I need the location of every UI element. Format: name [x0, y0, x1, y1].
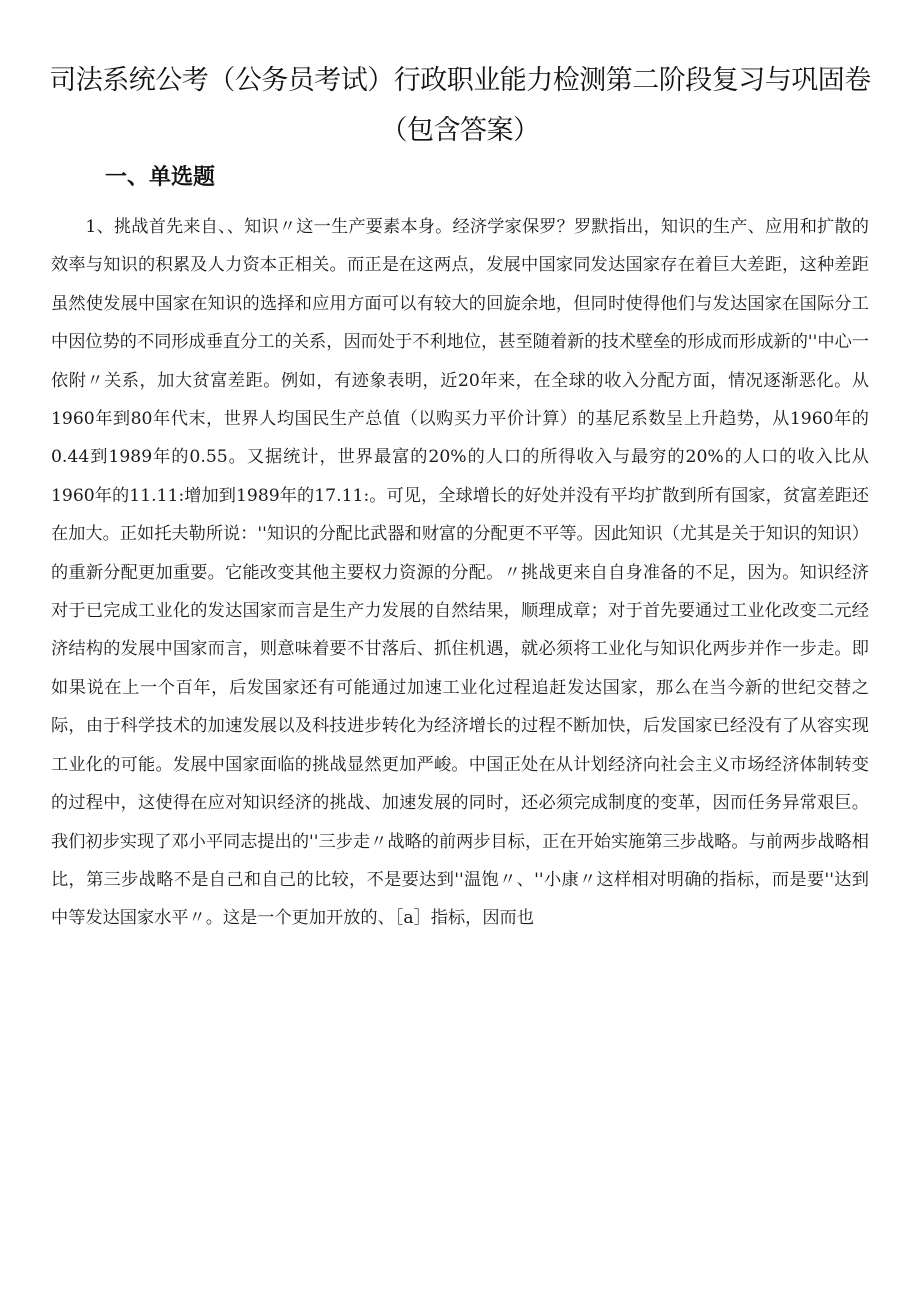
section-heading: 一、单选题 [105, 165, 216, 190]
question-1-text: 1、挑战首先来自、、知识〃这一生产要素本身。经济学家保罗？罗默指出，知识的生产、应用和扩散的效率与知识的积累及人力资本正相关。而正是在这两点，发展中国家同发达国家存在着巨大差距，这种差距虽然使发展中国家在知识的选择和应用方面可以有较大的回旋余地，但同时使得他们与发达国家在国际分工中因位势的不同形成垂直分工的关系，因而处于不利地位，甚至随着新的技术壁垒的形成而形成新的''中心一依附〃关系，加大贫富差距。例如，有迹象表明，近20年来，在全球的收入分配方面，情况逐渐恶化。从1960年到80年代末，世界人均国民生产总值（以购买力平价计算）的基尼系数呈上升趋势，从1960年的0.44到1989年的0.55。又据统计，世界最富的20%的人口的所得收入与最穷的20%的人口的收入比从1960年的11.11:增加到1989年的17.11:。可见，全球增长的好处并没有平均扩散到所有国家，贫富差距还在加大。正如托夫勒所说：''知识的分配比武器和财富的分配更不平等。因此知识（尤其是关于知识的知识）的重新分配更加重要。它能改变其他主要权力资源的分配。〃挑战更来自自身准备的不足，因为。知识经济对于已完成工业化的发达国家而言是生产力发展的自然结果，顺理成章；对于首先要通过工业化改变二元经济结构的发展中国家而言，则意味着要不甘落后、抓住机遇，就必须将工业化与知识化两步并作一步走。即如果说在上一个百年，后发国家还有可能通过加速工业化过程追赶发达国家，那么在当今新的世纪交替之际，由于科学技术的加速发展以及科技进步转化为经济增长的过程不断加快，后发国家已经没有了从容实现工业化的可能。发展中国家面临的挑战显然更加严峻。中国正处在从计划经济向社会主义市场经济体制转变的过程中，这使得在应对知识经济的挑战、加速发展的同时，还必须完成制度的变革，因而任务异常艰巨。我们初步实现了邓小平同志提出的''三步走〃战略的前两步目标，正在开始实施第三步战略。与前两步战略相比，第三步战略不是自己和自己的比较，不是要达到''温饱〃、''小康〃这样相对明确的指标，而是要''达到中等发达国家水平〃。这是一个更加开放的、［a］指标，因而也 [51, 217, 869, 929]
document-title: 司法系统公考（公务员考试）行政职业能力检测第二阶段复习与巩固卷（包含答案） [49, 65, 871, 146]
